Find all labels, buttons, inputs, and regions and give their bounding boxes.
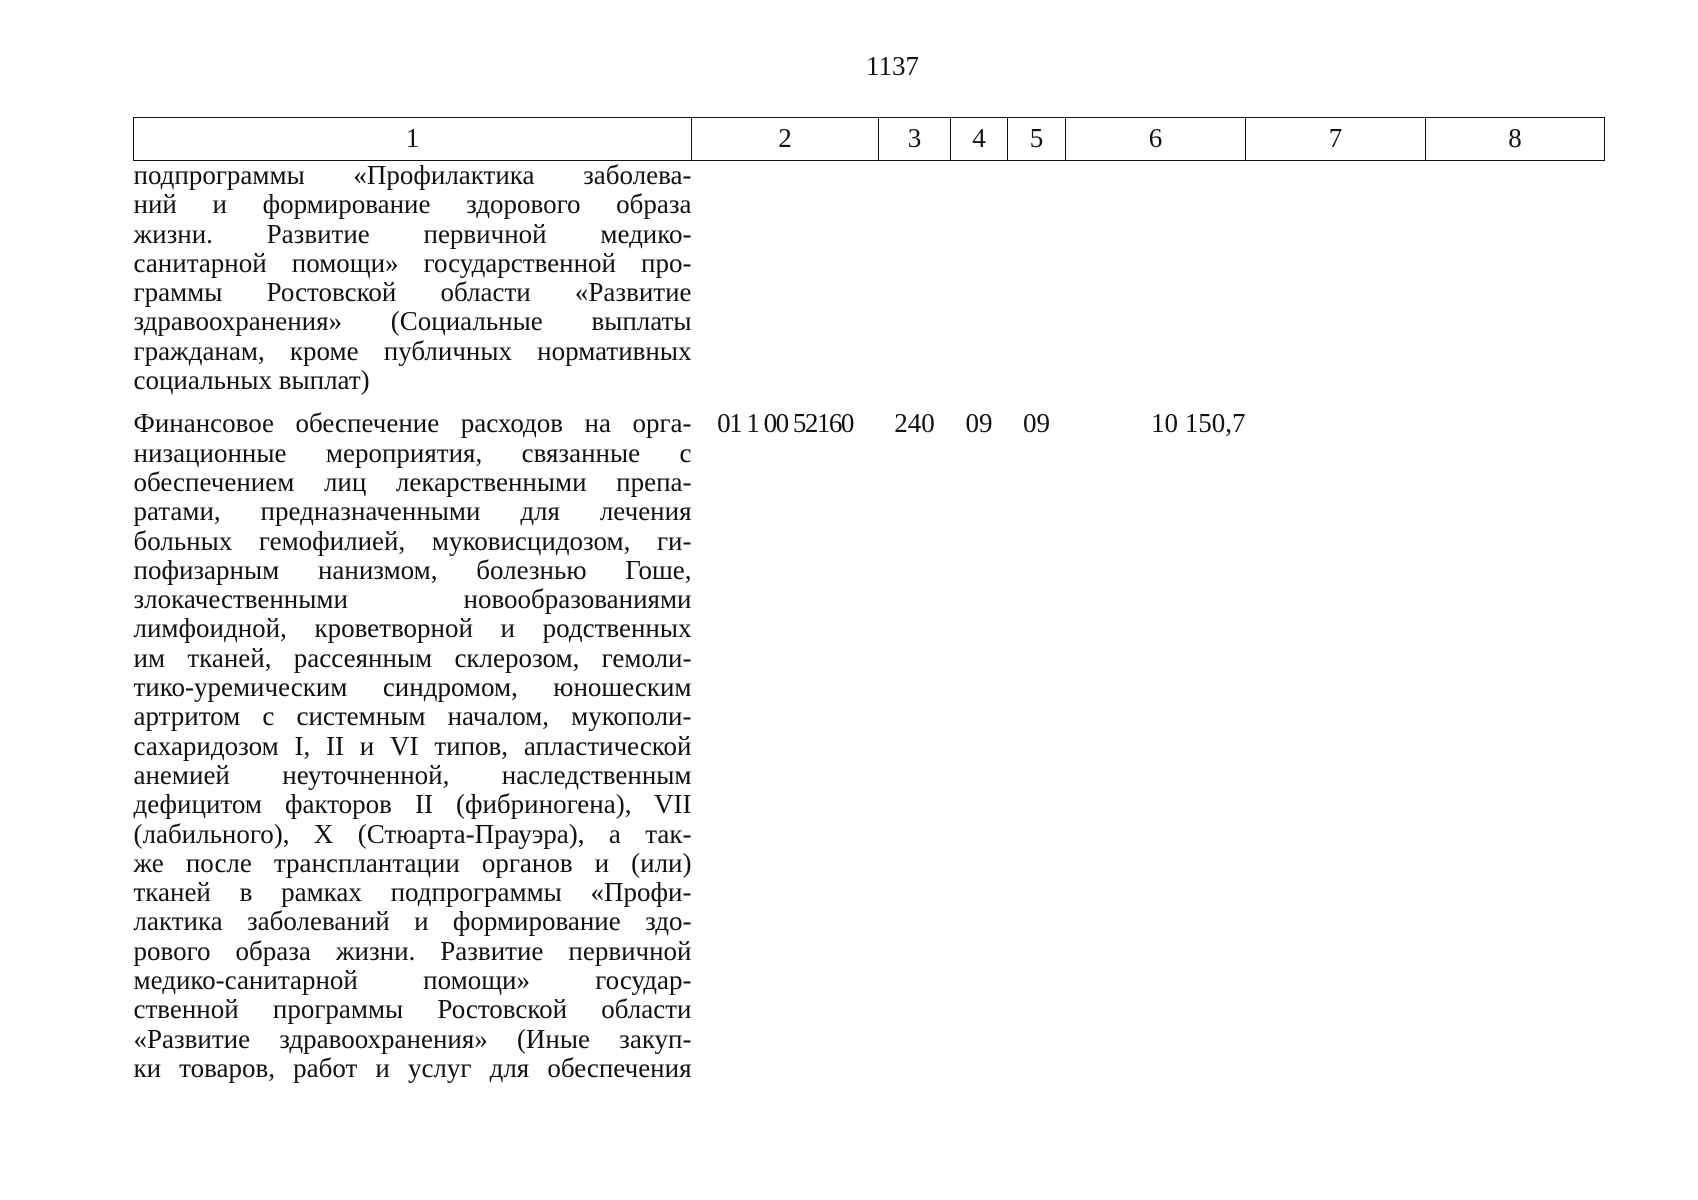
description-line: им тканей, рассеянным склерозом, гемоли- bbox=[133, 642, 692, 673]
expense-type-cell: 240 bbox=[894, 408, 935, 439]
column-8-cell bbox=[1426, 395, 1605, 1083]
budget-table bbox=[133, 117, 1605, 1083]
description-line: низационные мероприятия, связанные с bbox=[133, 437, 692, 468]
section-cell bbox=[951, 161, 1008, 396]
column-8-cell bbox=[1426, 161, 1605, 396]
description-line: анемией неуточненной, наследственным bbox=[133, 759, 692, 790]
description-line: Финансовое обеспечение расходов на орга- bbox=[133, 408, 692, 439]
description-line: обеспечением лиц лекарственными препа- bbox=[133, 466, 692, 497]
column-header-5: 5 bbox=[1008, 118, 1066, 161]
description-line: санитарной помощи» государственной про- bbox=[133, 247, 692, 278]
description-line: ки товаров, работ и услуг для обеспечения bbox=[133, 1052, 692, 1083]
column-7-cell bbox=[1246, 395, 1426, 1083]
target-code-cell: 01 1 00 52160 bbox=[717, 408, 853, 439]
description-line: же после трансплантации органов и (или) bbox=[133, 847, 692, 878]
column-header-6: 6 bbox=[1066, 118, 1246, 161]
description-line: ственной программы Ростовской области bbox=[133, 994, 692, 1025]
subsection-cell bbox=[1008, 161, 1066, 396]
description-line: тико-уремическим синдромом, юношеским bbox=[133, 672, 692, 703]
expense-type-cell bbox=[879, 161, 951, 396]
description-line: сахаридозом I, II и VI типов, апластической bbox=[133, 730, 692, 761]
table-row bbox=[134, 161, 1605, 396]
table-row bbox=[134, 395, 1605, 1083]
column-header-7: 7 bbox=[1246, 118, 1426, 161]
description-line: гражданам, кроме публичных нормативных bbox=[133, 335, 692, 366]
row-description bbox=[134, 395, 692, 1083]
description-line: граммы Ростовской области «Развитие bbox=[133, 277, 692, 308]
description-line: ний и формирование здорового образа bbox=[133, 189, 692, 220]
column-7-cell bbox=[1246, 161, 1426, 396]
section-cell: 09 bbox=[965, 408, 993, 439]
description-line: дефицитом факторов II (фибриногена), VII bbox=[133, 789, 692, 820]
description-line: больных гемофилией, муковисцидозом, ги- bbox=[133, 525, 692, 556]
description-line: лимфоидной, кроветворной и родственных bbox=[133, 613, 692, 644]
description-line: артритом с системным началом, мукополи- bbox=[133, 701, 692, 732]
description-line: тканей в рамках подпрограммы «Профи- bbox=[133, 877, 692, 908]
description-line: пофизарным нанизмом, болезнью Гоше, bbox=[133, 554, 692, 585]
column-header-2: 2 bbox=[692, 118, 879, 161]
column-header-1: 1 bbox=[134, 118, 692, 161]
page-number: 1137 bbox=[866, 51, 919, 81]
description-line: рового образа жизни. Развитие первичной bbox=[133, 935, 692, 966]
row-description bbox=[134, 161, 692, 396]
description-line: злокачественными новообразованиями bbox=[133, 584, 692, 615]
description-line: жизни. Развитие первичной медико- bbox=[133, 218, 692, 249]
description-line: социальных выплат) bbox=[133, 365, 370, 396]
description-line: (лабильного), X (Стюарта-Прауэра), а так- bbox=[133, 818, 692, 849]
amount-cell: 10 150,7 bbox=[1151, 408, 1246, 439]
description-line: «Развитие здравоохранения» (Иные закуп- bbox=[133, 1023, 692, 1054]
description-line: подпрограммы «Профилактика заболева- bbox=[133, 160, 692, 190]
description-line: лактика заболеваний и формирование здо- bbox=[133, 906, 692, 937]
description-line: здравоохранения» (Социальные выплаты bbox=[133, 306, 692, 337]
column-header-3: 3 bbox=[879, 118, 951, 161]
description-line: ратами, предназначенными для лечения bbox=[133, 496, 692, 527]
target-code-cell bbox=[692, 161, 879, 396]
column-header-4: 4 bbox=[951, 118, 1008, 161]
amount-cell bbox=[1066, 161, 1246, 396]
column-header-8: 8 bbox=[1426, 118, 1605, 161]
description-line: медико-санитарной помощи» государ- bbox=[133, 965, 692, 996]
header-row bbox=[134, 118, 1605, 161]
subsection-cell: 09 bbox=[1023, 408, 1050, 439]
